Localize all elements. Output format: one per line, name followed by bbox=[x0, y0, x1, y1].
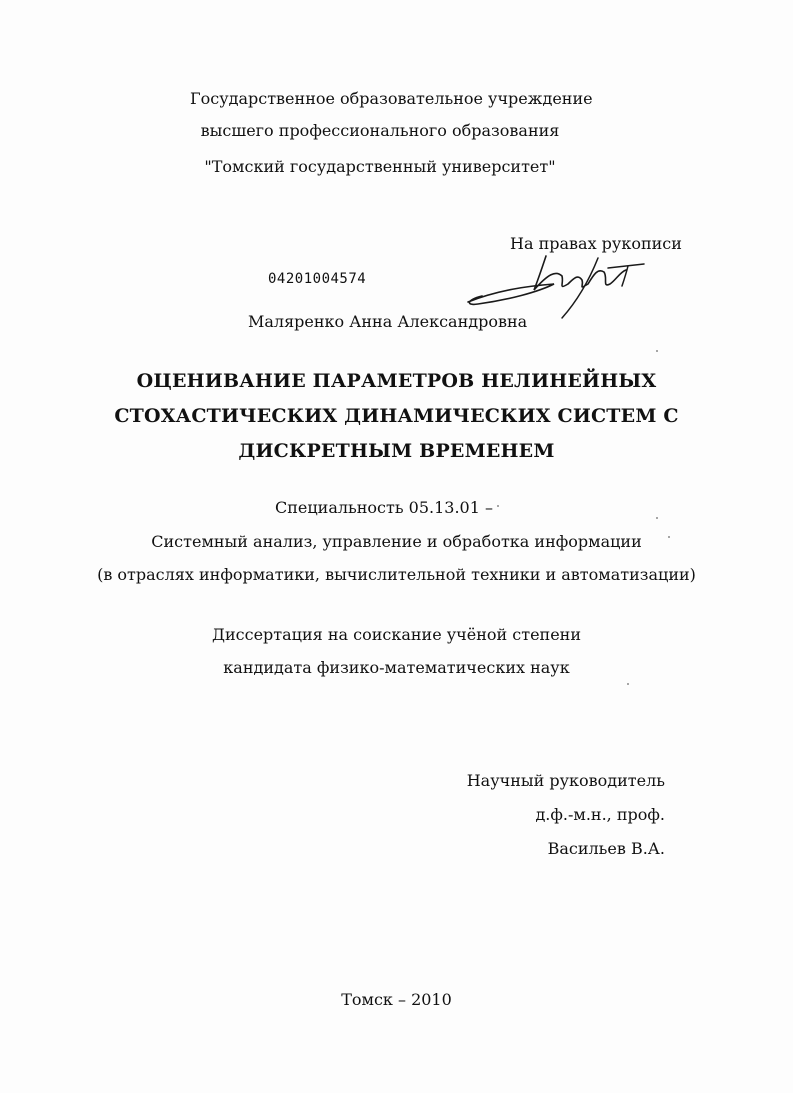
institution-line-2: высшего профессионального образования bbox=[200, 121, 560, 140]
specialty-code: Специальность 05.13.01 – bbox=[275, 498, 493, 517]
supervisor-degree: д.ф.-м.н., проф. bbox=[535, 805, 665, 824]
scan-speck bbox=[656, 517, 658, 519]
institution-line-3: "Томский государственный университет" bbox=[204, 157, 556, 176]
title-line-1: ОЦЕНИВАНИЕ ПАРАМЕТРОВ НЕЛИНЕЙНЫХ bbox=[136, 370, 657, 392]
author-name: Маляренко Анна Александровна bbox=[248, 312, 528, 331]
degree-line-1: Диссертация на соискание учёной степени bbox=[211, 625, 581, 644]
scan-speck bbox=[668, 536, 670, 538]
supervisor-role: Научный руководитель bbox=[466, 771, 665, 790]
specialty-scope: (в отраслях информатики, вычислительной техники и автоматизации) bbox=[97, 565, 696, 584]
title-line-2: СТОХАСТИЧЕСКИХ ДИНАМИЧЕСКИХ СИСТЕМ С bbox=[114, 405, 679, 427]
institution-line-1: Государственное образовательное учреждение bbox=[190, 89, 593, 108]
scan-speck bbox=[627, 683, 629, 685]
title-line-3: ДИСКРЕТНЫМ ВРЕМЕНЕМ bbox=[238, 440, 555, 462]
scan-speck bbox=[656, 350, 658, 352]
handwritten-signature bbox=[458, 244, 658, 322]
degree-line-2: кандидата физико-математических наук bbox=[223, 658, 570, 677]
scan-speck bbox=[497, 505, 499, 507]
registration-code: 04201004574 bbox=[268, 271, 367, 287]
manuscript-note: На правах рукописи bbox=[510, 234, 682, 253]
supervisor-name: Васильев В.А. bbox=[547, 839, 665, 858]
city-year: Томск – 2010 bbox=[341, 990, 452, 1009]
specialty-name: Системный анализ, управление и обработка информации bbox=[151, 532, 642, 551]
